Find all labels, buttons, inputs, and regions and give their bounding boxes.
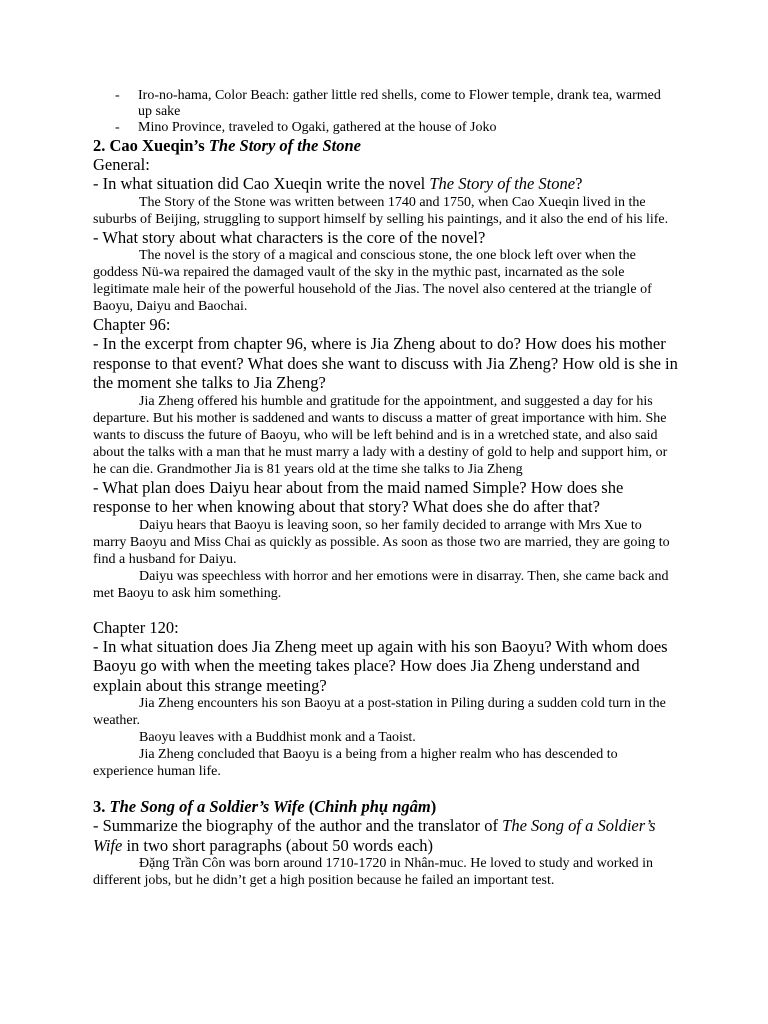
question-5: - In what situation does Jia Zheng meet up again with his son Baoyu? With whom does Baoyu go with when the meeting takes place? How does Jia Zheng understand and explain about this strange meeting? <box>93 636 668 695</box>
chapter-120-label: Chapter 120: <box>93 617 179 637</box>
section-3-heading-viet: Chinh phụ ngâm <box>314 797 431 816</box>
list-item-text: Iro-no-hama, Color Beach: gather little red shells, come to Flower temple, drank tea, warmed up sake <box>138 88 661 119</box>
general-label: General: <box>93 155 150 174</box>
section-3-question-1-suffix: in two short paragraphs (about 50 words each) <box>122 835 433 855</box>
section-3-heading-num: 3. <box>93 797 110 816</box>
list-item <box>93 88 678 120</box>
section-3-answer-1: Đặng Trần Côn was born around 1710-1720 in Nhân-muc. He loved to study and worked in different jobs, but he didn’t get a high position because he failed an important test. <box>93 856 654 888</box>
question-1-title: The Story of the Stone <box>429 174 576 193</box>
question-4: - What plan does Daiyu hear about from the maid named Simple? How does she response to her when knowing about that story? What does she do after that? <box>93 477 624 516</box>
bullet-dash: - <box>115 120 120 135</box>
section-3-heading-close: ) <box>430 797 437 816</box>
answer-4a: Daiyu hears that Baoyu is leaving soon, so her family decided to arrange with Mrs Xue to marry Baoyu and Miss Chai as quickly as possible. As soon as those two are married, they are going to find a husband for Daiyu. <box>93 517 670 567</box>
section-3-heading-title: The Song of a Soldier’s Wife <box>109 797 305 816</box>
section-3-question-1-title: The Song of a Soldier’s Wife <box>93 816 656 855</box>
section-3-question-1-prefix: - Summarize the biography of the author and the translator of <box>93 816 503 835</box>
section-2-heading-prefix: 2. Cao Xueqin’s <box>93 136 209 155</box>
answer-1: The Story of the Stone was written between 1740 and 1750, when Cao Xueqin lived in the suburbs of Beijing, struggling to support himself by selling his paintings, and it also the end of his life. <box>93 194 669 227</box>
question-1-prefix: - In what situation did Cao Xueqin write the novel <box>93 174 430 193</box>
chapter-96-label: Chapter 96: <box>93 315 171 334</box>
list-item-text: Mino Province, traveled to Ogaki, gathered at the house of Joko <box>138 120 497 135</box>
document-page <box>93 88 678 889</box>
answer-3: Jia Zheng offered his humble and gratitude for the appointment, and suggested a day for his departure. But his mother is saddened and wants to discuss a matter of great importance with him. She wants to discuss the future of Baoyu, who will be left behind and is in a wretched state, and also said about the talks with a man that he must marry a lady with a destiny of gold to help and support him, or he can die. Grandmother Jia is 81 years old at the time she talks to Jia Zheng <box>93 393 668 477</box>
section-3-heading <box>93 797 678 816</box>
list-item <box>93 120 678 136</box>
question-1-suffix: ? <box>575 174 583 193</box>
spacer <box>93 602 678 618</box>
section-2-heading <box>93 136 678 155</box>
question-1 <box>93 174 678 194</box>
section-2-heading-title: The Story of the Stone <box>208 136 362 155</box>
spacer <box>93 780 678 797</box>
question-3: - In the excerpt from chapter 96, where is Jia Zheng about to do? How does his mother response to that event? What does she want to discuss with Jia Zheng? How old is she in the moment she talks to Jia Zheng? <box>93 334 678 392</box>
bullet-list <box>93 88 678 136</box>
bullet-dash: - <box>115 88 120 103</box>
section-3-question-1 <box>93 816 678 855</box>
answer-2: The novel is the story of a magical and conscious stone, the one block left over when the goddess Nü-wa repaired the damaged vault of the sky in the mythic past, incarnated as the sole legitimate male heir of the powerful household of the Jias. The novel also centered at the triangle of Baoyu, Daiyu and Baochai. <box>93 248 652 314</box>
answer-4b: Daiyu was speechless with horror and her emotions were in disarray. Then, she came back and met Baoyu to ask him something. <box>93 568 669 601</box>
question-2: - What story about what characters is the core of the novel? <box>93 227 486 247</box>
answer-5a: Jia Zheng encounters his son Baoyu at a post-station in Piling during a sudden cold turn in the weather. <box>93 696 666 728</box>
answer-5b: Baoyu leaves with a Buddhist monk and a Taoist. <box>139 730 416 745</box>
answer-5c: Jia Zheng concluded that Baoyu is a being from a higher realm who has descended to experience human life. <box>93 747 618 779</box>
section-3-heading-open: ( <box>304 797 315 816</box>
